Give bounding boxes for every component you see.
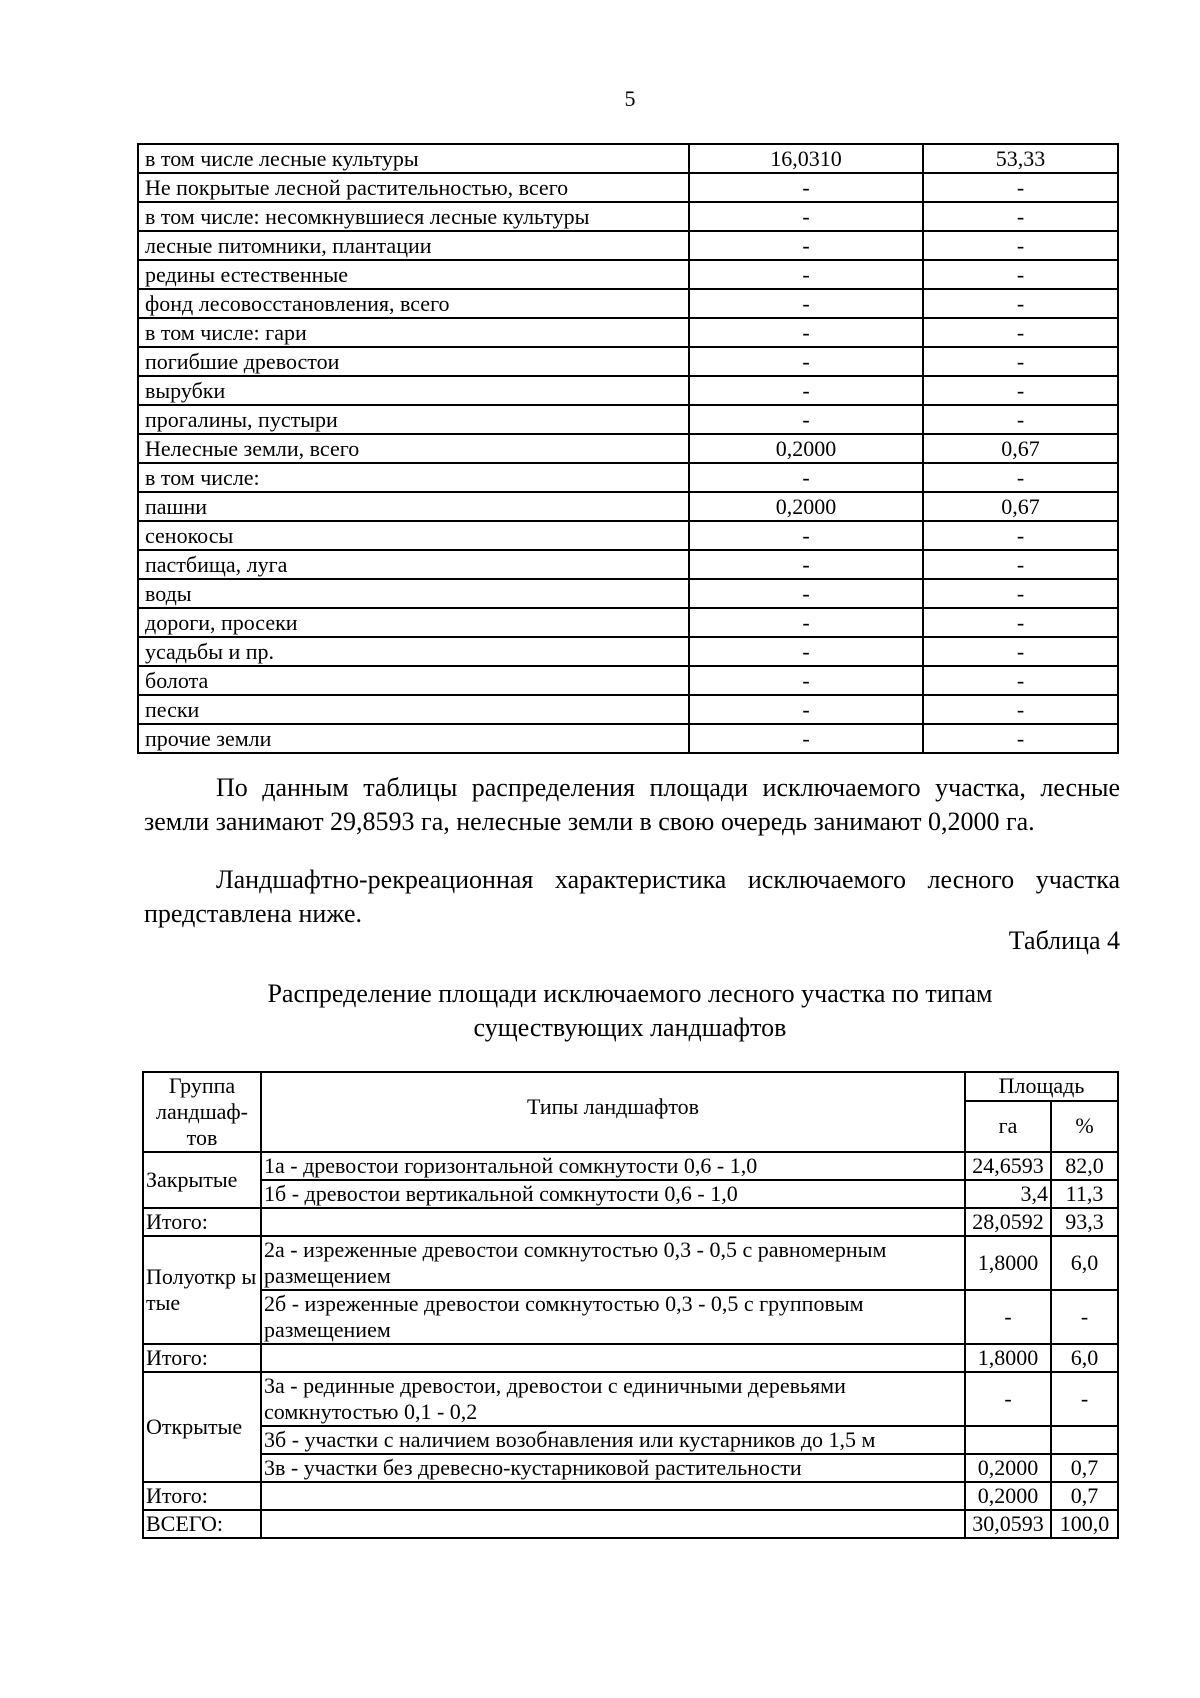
row-ha: - [689,318,923,347]
row-label: в том числе: гари [138,318,689,347]
ha-cell: 0,2000 [965,1482,1051,1510]
row-pct: - [923,550,1118,579]
table-row [138,318,1118,347]
row-label: редины естественные [138,260,689,289]
grand-total-row [143,1510,1118,1538]
table-row [143,1236,1118,1290]
table-row [143,1290,1118,1344]
ha-cell: 3,4 [965,1180,1051,1208]
ha-cell: - [965,1372,1051,1426]
row-ha: 0,2000 [689,434,923,463]
ha-cell: 28,0592 [965,1208,1051,1236]
header-types: Типы ландшафтов [261,1072,965,1152]
paragraph-land-summary-text: По данным таблицы распределения площади исключаемого участка, лесные земли занимают 29,8593 га, нелесные земли в свою очередь занимают 0,2000 га. [144,773,1120,836]
table-row [138,608,1118,637]
ha-cell: 30,0593 [965,1510,1051,1538]
row-pct: - [923,637,1118,666]
row-pct: - [923,260,1118,289]
row-ha: - [689,521,923,550]
table-row [138,260,1118,289]
row-ha: - [689,376,923,405]
row-pct: - [923,318,1118,347]
row-ha: - [689,666,923,695]
land-categories-table-body [138,144,1118,753]
pct-cell: 6,0 [1051,1344,1118,1372]
row-label: дороги, просеки [138,608,689,637]
row-pct: - [923,173,1118,202]
type-cell: 2б - изреженные древостои сомкнутостью 0,3 - 0,5 с групповым размещением [261,1290,965,1344]
table-row [138,521,1118,550]
row-ha: 16,0310 [689,144,923,173]
row-ha: - [689,347,923,376]
row-pct: - [923,724,1118,753]
row-pct: - [923,579,1118,608]
group-closed: Закрытые [143,1152,261,1208]
grand-total-label: ВСЕГО: [143,1510,261,1538]
table-row [138,579,1118,608]
row-label: вырубки [138,376,689,405]
pct-cell: 0,7 [1051,1482,1118,1510]
subtotal-label: Итого: [143,1208,261,1236]
table-row [138,666,1118,695]
subtotal-label: Итого: [143,1344,261,1372]
land-categories-table [137,143,1119,754]
row-ha: - [689,405,923,434]
row-ha: - [689,724,923,753]
table-row [138,492,1118,521]
row-label: в том числе: несомкнувшиеся лесные культуры [138,202,689,231]
type-cell: 3б - участки с наличием возобнавления или кустарников до 1,5 м [261,1426,965,1454]
row-pct: 0,67 [923,434,1118,463]
type-cell: 2а - изреженные древостои сомкнутостью 0,3 - 0,5 с равномерным размещением [261,1236,965,1290]
row-pct: - [923,521,1118,550]
row-ha: - [689,550,923,579]
row-ha: - [689,608,923,637]
pct-cell: - [1051,1372,1118,1426]
row-pct: - [923,695,1118,724]
group-open: Открытые [143,1372,261,1482]
row-pct: - [923,202,1118,231]
paragraph-landscape-intro-text: Ландшафтно-рекреационная характеристика исключаемого лесного участка представлена ниже. [144,865,1120,928]
table-row [143,1426,1118,1454]
subtotal-row [143,1344,1118,1372]
row-ha: - [689,463,923,492]
type-cell: 1а - древостои горизонтальной сомкнутости 0,6 - 1,0 [261,1152,965,1180]
pct-cell [1051,1426,1118,1454]
header-ha: га [965,1101,1051,1152]
row-label: прогалины, пустыри [138,405,689,434]
table-row [138,405,1118,434]
empty-cell [261,1208,965,1236]
row-pct: - [923,347,1118,376]
row-label: пашни [138,492,689,521]
table-row [138,637,1118,666]
table-row [138,289,1118,318]
row-label: Нелесные земли, всего [138,434,689,463]
type-cell: 1б - древостои вертикальной сомкнутости 0,6 - 1,0 [261,1180,965,1208]
row-label: погибшие древостои [138,347,689,376]
row-label: усадьбы и пр. [138,637,689,666]
row-ha: - [689,289,923,318]
pct-cell: 0,7 [1051,1454,1118,1482]
row-label: Не покрытые лесной растительностью, всего [138,173,689,202]
subtotal-label: Итого: [143,1482,261,1510]
table-row [138,550,1118,579]
table-row [138,202,1118,231]
ha-cell: 24,6593 [965,1152,1051,1180]
row-ha: - [689,260,923,289]
row-pct: - [923,405,1118,434]
row-label: пески [138,695,689,724]
row-label: прочие земли [138,724,689,753]
row-pct: - [923,608,1118,637]
paragraph-land-summary [144,771,1120,839]
ha-cell: 0,2000 [965,1454,1051,1482]
table-row [138,144,1118,173]
row-label: фонд лесовосстановления, всего [138,289,689,318]
table-row [143,1152,1118,1180]
row-label: в том числе лесные культуры [138,144,689,173]
row-pct: - [923,666,1118,695]
pct-cell: 100,0 [1051,1510,1118,1538]
landscape-types-table [142,1071,1119,1539]
row-pct: - [923,463,1118,492]
row-ha: - [689,202,923,231]
row-ha: - [689,637,923,666]
empty-cell [261,1510,965,1538]
table-row [138,231,1118,260]
ha-cell: 1,8000 [965,1236,1051,1290]
pct-cell: - [1051,1290,1118,1344]
table-row [138,724,1118,753]
table-row [143,1454,1118,1482]
row-label: болота [138,666,689,695]
pct-cell: 93,3 [1051,1208,1118,1236]
type-cell: 3а - рединные древостои, древостои с единичными деревьями сомкнутостью 0,1 - 0,2 [261,1372,965,1426]
row-label: воды [138,579,689,608]
table-row [138,434,1118,463]
row-ha: - [689,231,923,260]
pct-cell: 82,0 [1051,1152,1118,1180]
subtotal-row [143,1208,1118,1236]
row-pct: 53,33 [923,144,1118,173]
table-row [138,347,1118,376]
row-ha: 0,2000 [689,492,923,521]
table-row [143,1180,1118,1208]
header-pct: % [1051,1101,1118,1152]
row-label: в том числе: [138,463,689,492]
ha-cell [965,1426,1051,1454]
subtotal-row [143,1482,1118,1510]
type-cell: 3в - участки без древесно-кустарниковой растительности [261,1454,965,1482]
row-pct: - [923,289,1118,318]
table-number-label: Таблица 4 [1008,926,1120,955]
table-header-row [143,1072,1118,1101]
pct-cell: 6,0 [1051,1236,1118,1290]
row-label: пастбища, луга [138,550,689,579]
table-row [138,376,1118,405]
row-label: сенокосы [138,521,689,550]
pct-cell: 11,3 [1051,1180,1118,1208]
row-ha: - [689,695,923,724]
empty-cell [261,1344,965,1372]
ha-cell: - [965,1290,1051,1344]
row-pct: 0,67 [923,492,1118,521]
row-pct: - [923,376,1118,405]
header-group: Группа ландшаф-тов [143,1072,261,1152]
empty-cell [261,1482,965,1510]
group-semi-open: Полуоткр ытые [143,1236,261,1344]
table-row [143,1372,1118,1426]
ha-cell: 1,8000 [965,1344,1051,1372]
table-title: Распределение площади исключаемого лесного участка по типам существующих ландшафтов [267,979,993,1042]
paragraph-landscape-intro [144,863,1120,931]
table-row [138,173,1118,202]
row-ha: - [689,579,923,608]
row-ha: - [689,173,923,202]
table-row [138,463,1118,492]
row-pct: - [923,231,1118,260]
row-label: лесные питомники, плантации [138,231,689,260]
table-row [138,695,1118,724]
header-area: Площадь [965,1072,1118,1101]
page-number: 5 [624,86,636,111]
